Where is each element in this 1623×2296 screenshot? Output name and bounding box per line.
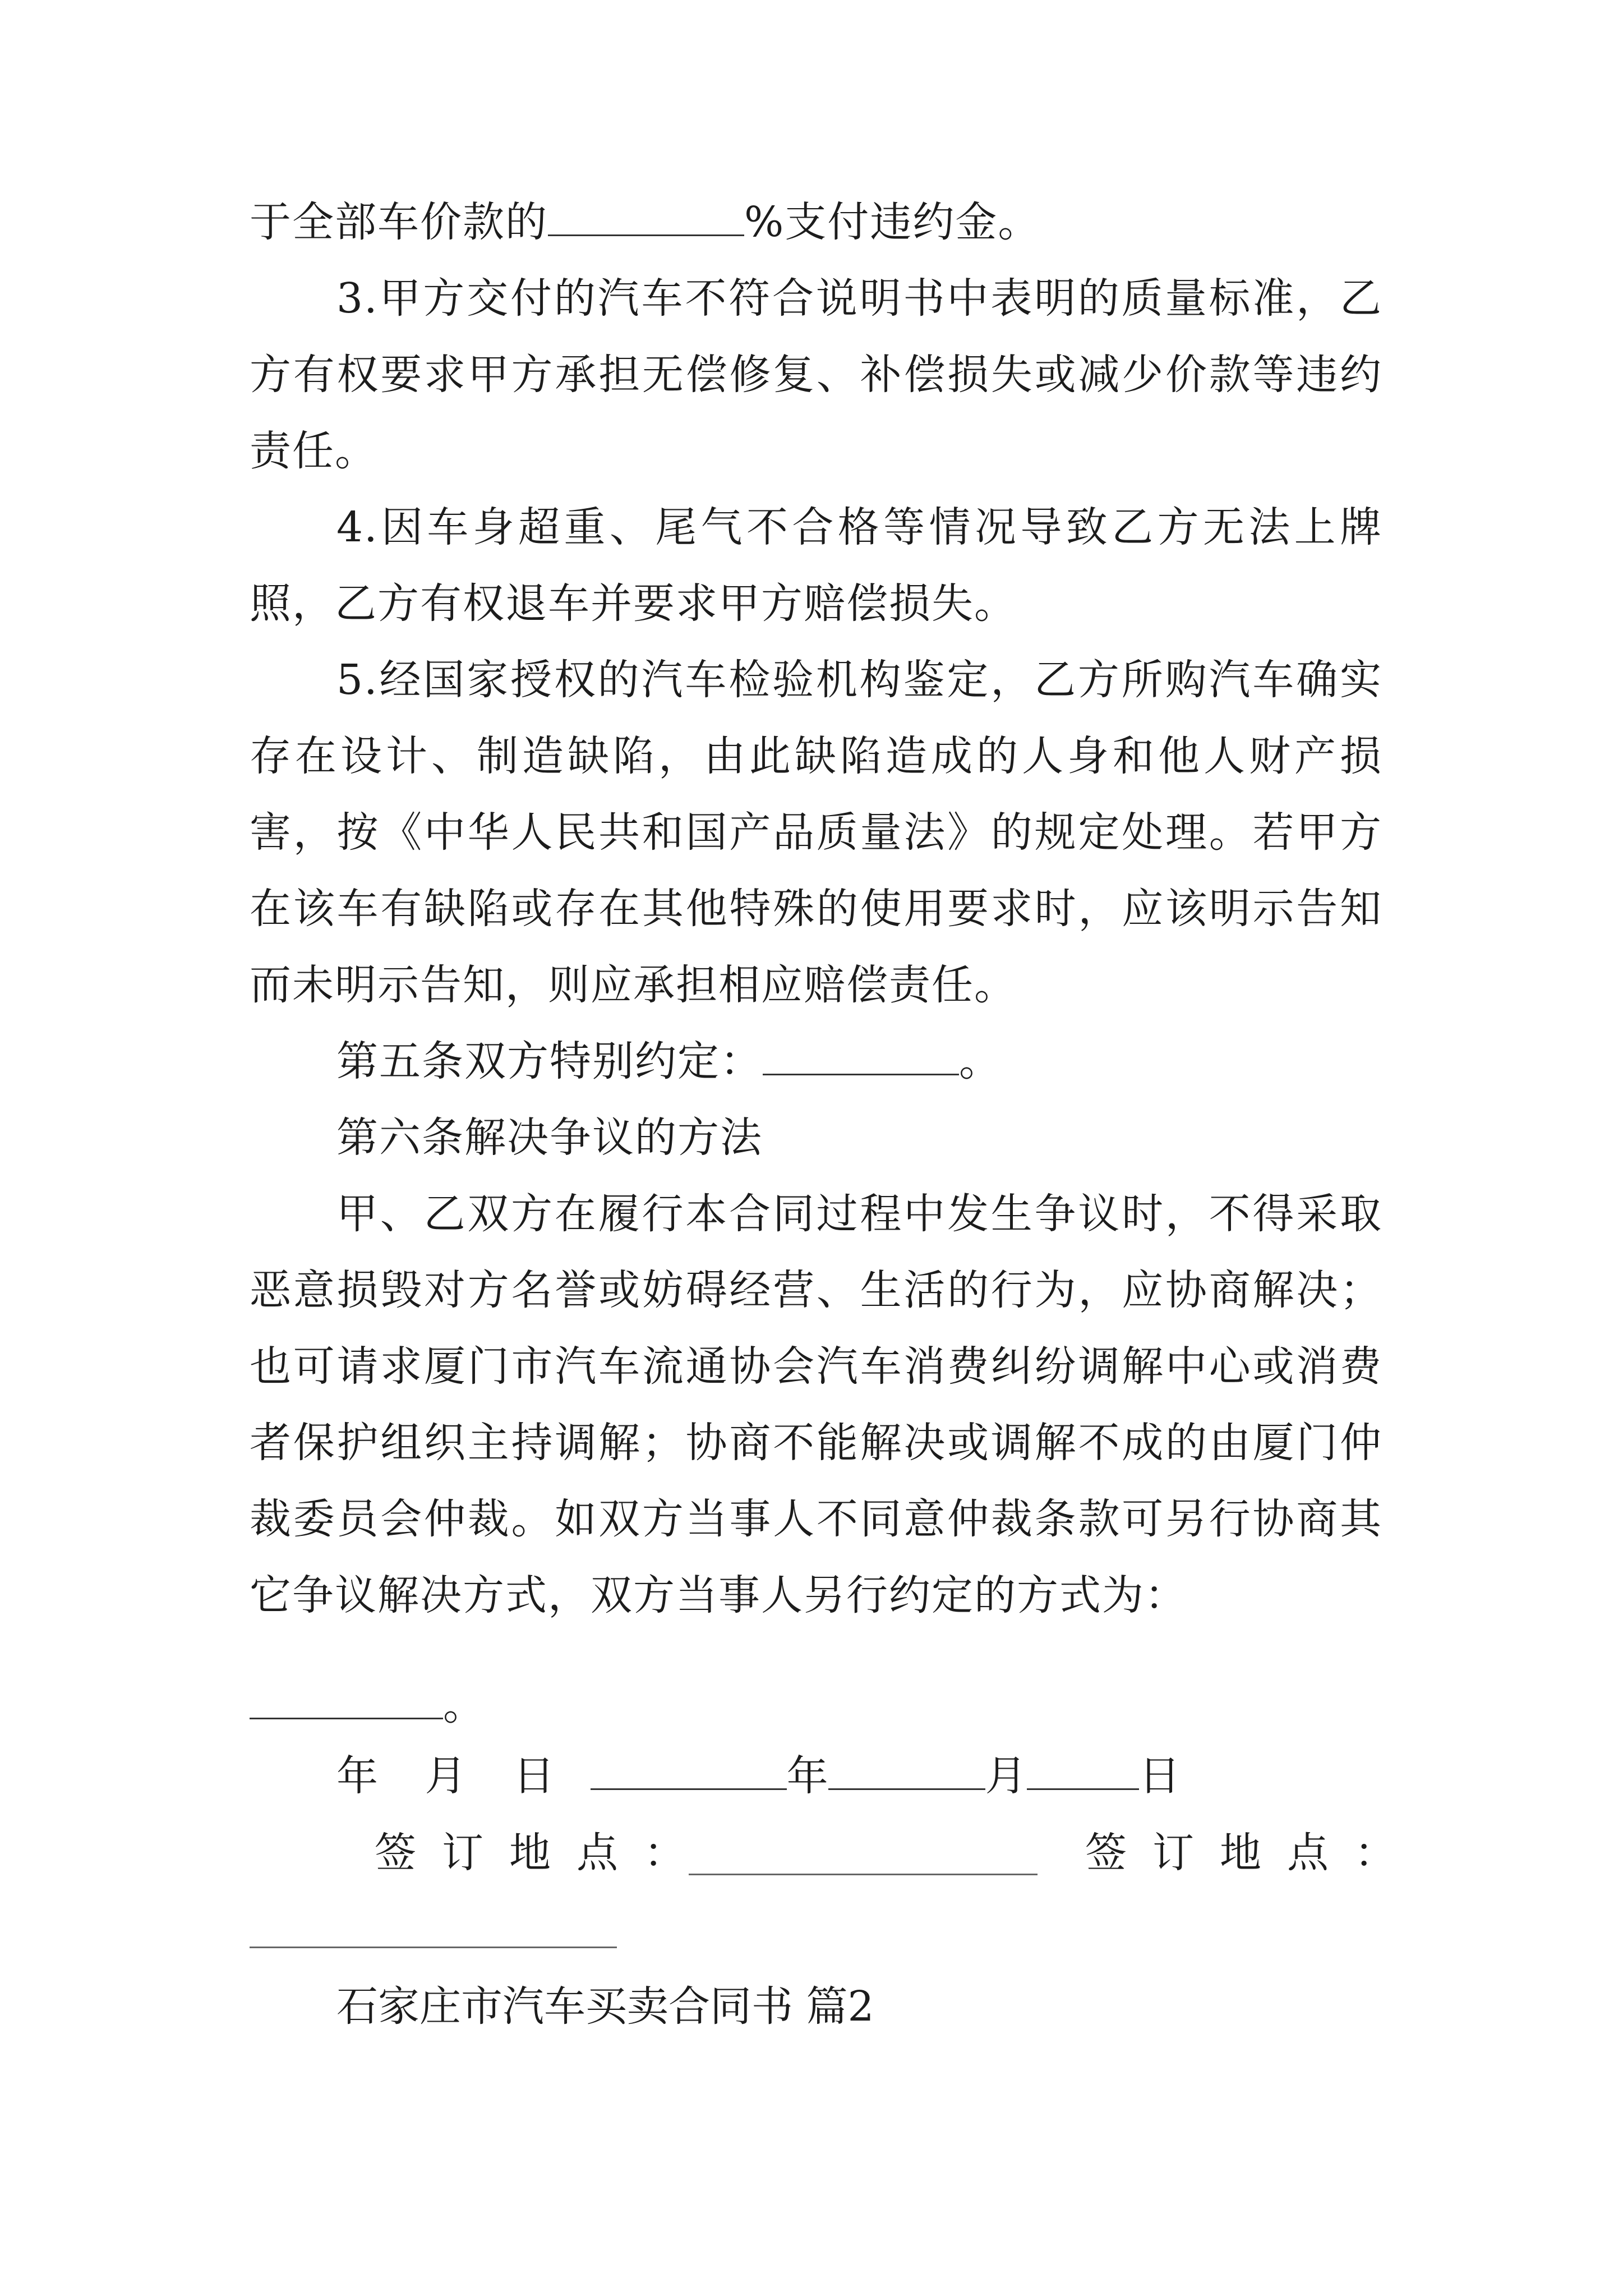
sign-place-left-blank[interactable] xyxy=(689,1874,1038,1875)
next-section-title: 石家庄市汽车买卖合同书 篇2 xyxy=(336,1982,874,2031)
penalty-text-after: %支付违约金。 xyxy=(744,198,1041,246)
clause-item-4: 4.因车身超重、尾气不合格等情况导致乙方无法上牌照，乙方有权退车并要求甲方赔偿损失。 xyxy=(250,503,1382,628)
date-day-blank[interactable] xyxy=(1027,1755,1139,1790)
dispute-end: 。 xyxy=(443,1681,485,1729)
date-month-blank[interactable] xyxy=(828,1755,985,1790)
article-5-end: 。 xyxy=(959,1037,1002,1085)
article-6-title: 第六条解决争议的方法 xyxy=(336,1114,763,1162)
penalty-percent-blank[interactable] xyxy=(548,201,744,236)
article-5-line xyxy=(250,1023,1382,1099)
date-month-label: 月 xyxy=(985,1752,1027,1800)
date-line xyxy=(336,1748,1181,1804)
penalty-line xyxy=(250,184,1382,260)
article-5-label: 第五条双方特别约定： xyxy=(336,1037,763,1085)
sign-place-left-label: 签订地点： xyxy=(375,1829,711,1877)
contract-body-upper xyxy=(250,184,1382,1634)
article-5-blank[interactable] xyxy=(763,1040,959,1075)
sign-place-right-blank[interactable] xyxy=(250,1947,617,1948)
clause-item-3: 3.甲方交付的汽车不符合说明书中表明的质量标准，乙方有权要求甲方承担无偿修复、补偿损失或减少价款等违约责任。 xyxy=(250,274,1382,475)
dispute-paragraph: 甲、乙双方在履行本合同过程中发生争议时，不得采取恶意损毁对方名誉或妨碍经营、生活的行为，应协商解决；也可请求厦门市汽车流通协会汽车消费纠纷调解中心或消费者保护组织主持调解；协商不能解决或调解不成的由厦门仲裁委员会仲裁。如双方当事人不同意仲裁条款可另行协商其它争议解决方式，双方当事人另行约定的方式为： xyxy=(250,1190,1382,1619)
sign-place-right-label: 签订地点： xyxy=(1085,1829,1422,1877)
sign-place-line-left xyxy=(375,1825,711,1881)
date-year-blank[interactable] xyxy=(591,1755,787,1790)
date-left-label: 年 月 日 xyxy=(336,1752,572,1800)
penalty-text-before: 于全部车价款的 xyxy=(250,198,548,246)
date-day-label: 日 xyxy=(1138,1752,1181,1800)
sign-place-line-right xyxy=(1085,1825,1422,1881)
dispute-method-line xyxy=(250,1677,485,1733)
clause-item-5: 5.经国家授权的汽车检验机构鉴定，乙方所购汽车确实存在设计、制造缺陷，由此缺陷造成的人身和他人财产损害，按《中华人民共和国产品质量法》的规定处理。若甲方在该车有缺陷或存在其他特殊的使用要求时，应该明示告知而未明示告知，则应承担相应赔偿责任。 xyxy=(250,656,1382,1009)
dispute-method-blank[interactable] xyxy=(250,1684,443,1719)
date-year-label: 年 xyxy=(786,1752,828,1800)
